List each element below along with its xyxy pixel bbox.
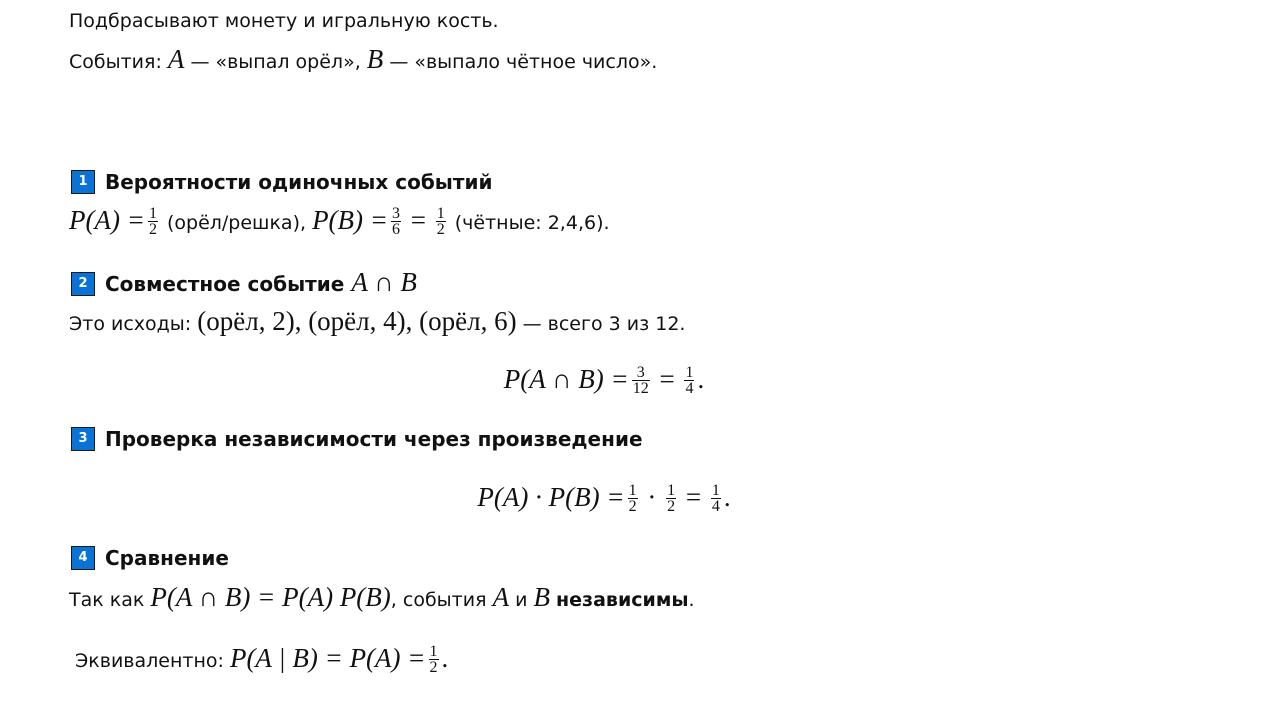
section-3-heading (71, 419, 643, 459)
formula: P(A ∩ B) = P(A) P(B) (150, 582, 391, 612)
section-number-badge: 2 (71, 272, 95, 296)
comparison-line (69, 577, 695, 617)
intro-text: Подбрасывают монету и игральную кость. (69, 10, 499, 32)
section-1-heading (71, 162, 493, 202)
event-a-desc: — «выпал орёл», (184, 51, 367, 73)
joint-outcomes (69, 301, 685, 341)
events-label: События: (69, 51, 168, 73)
note: — всего 3 из 12. (516, 313, 686, 335)
period: . (688, 589, 695, 611)
equals: = (404, 205, 433, 235)
dot: · (640, 482, 664, 512)
equals: = (652, 364, 682, 394)
section-title: Проверка независимости через произведение (105, 427, 643, 451)
text: , события (390, 589, 493, 611)
formula: P(A ∩ B) = (503, 364, 629, 394)
event-a-symbol: A (492, 582, 510, 612)
fraction: $\frac{1}{4}$ (711, 482, 720, 515)
fraction: $\frac{1}{2}$ (667, 482, 676, 515)
equivalent-line (75, 638, 448, 678)
conclusion: независимы (556, 589, 689, 611)
period: . (441, 643, 449, 673)
label: Это исходы: (69, 313, 198, 335)
note: (чётные: 2,4,6). (448, 212, 610, 234)
text: и (509, 589, 534, 611)
fraction: $\frac{3}{12}$ (632, 364, 649, 397)
fraction: $\frac{1}{2}$ (436, 205, 445, 238)
event-a-symbol: A (167, 44, 185, 74)
event-b-symbol: B (366, 44, 384, 74)
period: . (723, 482, 731, 512)
section-number-badge: 4 (71, 546, 95, 570)
section-title: Сравнение (105, 546, 229, 570)
formula: P(A) · P(B) = (477, 482, 625, 512)
section-number-badge: 1 (71, 170, 95, 194)
section-title-math: A ∩ B (351, 267, 417, 297)
note: (орёл/решка), (160, 212, 313, 234)
section-4-heading (71, 538, 229, 578)
fraction: $\frac{3}{6}$ (392, 205, 400, 238)
section-2-heading (71, 262, 417, 302)
period: . (697, 364, 705, 394)
formula: P(B) = (312, 205, 388, 235)
product-display (0, 477, 1208, 517)
section-title: Вероятности одиночных событий (105, 170, 493, 194)
fraction: $\frac{1}{2}$ (148, 205, 157, 238)
event-b-desc: — «выпало чётное число». (383, 51, 658, 73)
joint-probability-display (0, 359, 1208, 399)
intro-line-2 (69, 39, 657, 79)
formula: P(A | B) = P(A) = (229, 643, 426, 673)
label: Так как (69, 589, 151, 611)
equals: = (679, 482, 708, 512)
fraction: $\frac{1}{2}$ (429, 643, 438, 676)
section-number-badge: 3 (71, 427, 95, 451)
section-title: Совместное событие (105, 272, 352, 296)
formula: P(A) = (69, 205, 145, 235)
single-probabilities (69, 200, 610, 240)
label: Эквивалентно: (75, 650, 230, 672)
intro-line-1 (69, 1, 499, 41)
fraction: $\frac{1}{4}$ (685, 364, 694, 397)
outcomes-formula: (орёл, 2), (орёл, 4), (орёл, 6) (197, 306, 517, 336)
event-b-symbol: B (533, 582, 550, 612)
fraction: $\frac{1}{2}$ (628, 482, 637, 515)
